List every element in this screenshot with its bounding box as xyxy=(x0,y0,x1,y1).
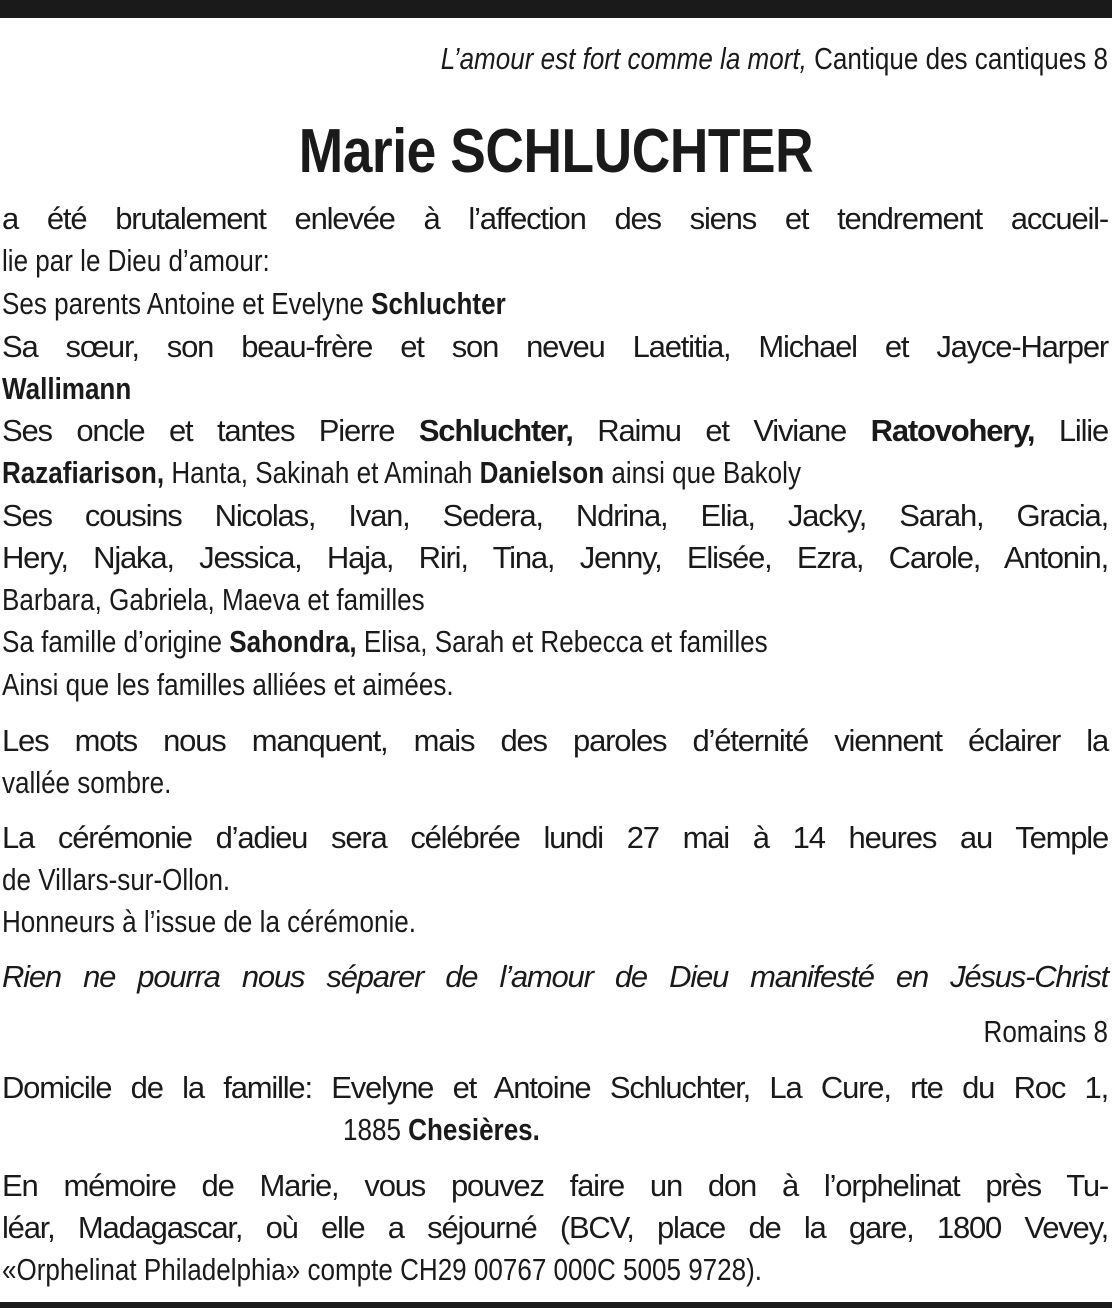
family-uncles-line-2 xyxy=(2,452,931,494)
epigraph-quote: L’amour est fort comme la mort, xyxy=(440,41,807,76)
intro-line-2: lie par le Dieu d’amour: xyxy=(2,243,270,278)
family-parents xyxy=(2,283,931,325)
domicile-line-2 xyxy=(343,1109,1112,1151)
uncles-surname-2: Ratovohery, xyxy=(870,413,1035,448)
uncles-text-a: Ses oncle et tantes Pierre xyxy=(2,413,419,448)
uncles-surname-3: Razafiarison, xyxy=(2,455,165,490)
domicile-line-1: Domicile de la famille: Evelyne et Antoine Schluchter, La Cure, rte du Roc 1, xyxy=(2,1070,1108,1105)
epigraph-reference: Cantique des cantiques 8 xyxy=(814,41,1108,76)
parents-text: Ses parents Antoine et Evelyne xyxy=(2,286,372,321)
closing-verse-reference: Romains 8 xyxy=(983,1014,1108,1049)
family-sister-surname xyxy=(2,368,931,410)
family-cousins-line-2: Hery, Njaka, Jessica, Haja, Riri, Tina, Jenny, Elisée, Ezra, Carole, Antonin, xyxy=(2,540,1108,575)
family-allied: Ainsi que les familles alliées et aimées. xyxy=(2,667,454,702)
uncles-surname-4: Danielson xyxy=(479,455,605,490)
origin-surname: Sahondra, xyxy=(229,624,357,659)
uncles-text-d: Hanta, Sakinah et Aminah xyxy=(164,455,480,490)
uncles-surname-1: Schluchter, xyxy=(418,413,573,448)
bottom-border-rule xyxy=(0,1302,1112,1308)
message-line-2: vallée sombre. xyxy=(2,765,172,800)
donation-line-1: En mémoire de Marie, vous pouvez faire un don à l’orphelinat près Tu- xyxy=(2,1168,1108,1203)
uncles-text-b: Raimu et Viviane xyxy=(572,413,871,448)
family-origin xyxy=(2,621,931,663)
origin-text-b: Elisa, Sarah et Rebecca et familles xyxy=(356,624,768,659)
ceremony-line-1: La cérémonie d’adieu sera célébrée lundi 27 mai à 14 heures au Temple xyxy=(2,820,1108,855)
sister-surname: Wallimann xyxy=(2,371,132,406)
domicile-postcode: 1885 xyxy=(343,1112,409,1147)
uncles-text-c: Lilie xyxy=(1034,413,1108,448)
domicile-locality: Chesières. xyxy=(408,1112,540,1147)
family-cousins-line-1: Ses cousins Nicolas, Ivan, Sedera, Ndrina, Elia, Jacky, Sarah, Gracia, xyxy=(2,498,1108,533)
origin-text-a: Sa famille d’origine xyxy=(2,624,230,659)
family-sister: Sa sœur, son beau-frère et son neveu Laetitia, Michael et Jayce-Harper xyxy=(2,329,1108,364)
ceremony-honours: Honneurs à l’issue de la cérémonie. xyxy=(2,904,416,939)
top-border-rule xyxy=(0,0,1112,18)
epigraph xyxy=(179,38,1108,80)
family-cousins-line-3: Barbara, Gabriela, Maeva et familles xyxy=(2,582,425,617)
family-uncles-line-1 xyxy=(2,410,1108,452)
closing-verse: Rien ne pourra nous séparer de l’amour de Dieu manifesté en Jésus-Christ xyxy=(2,959,1108,994)
donation-line-3: «Orphelinat Philadelphia» compte CH29 00767 000C 5005 9728). xyxy=(2,1252,763,1287)
intro-line-1: a été brutalement enlevée à l’affection des siens et tendrement accueil- xyxy=(2,201,1108,236)
parents-surname: Schluchter xyxy=(371,286,506,321)
deceased-name: Marie SCHLUCHTER xyxy=(298,117,814,186)
message-line-1: Les mots nous manquent, mais des paroles d’éternité viennent éclairer la xyxy=(2,723,1108,758)
uncles-text-e: ainsi que Bakoly xyxy=(604,455,801,490)
donation-line-2: léar, Madagascar, où elle a séjourné (BCV, place de la gare, 1800 Vevey, xyxy=(2,1210,1108,1245)
ceremony-line-2: de Villars-sur-Ollon. xyxy=(2,862,231,897)
